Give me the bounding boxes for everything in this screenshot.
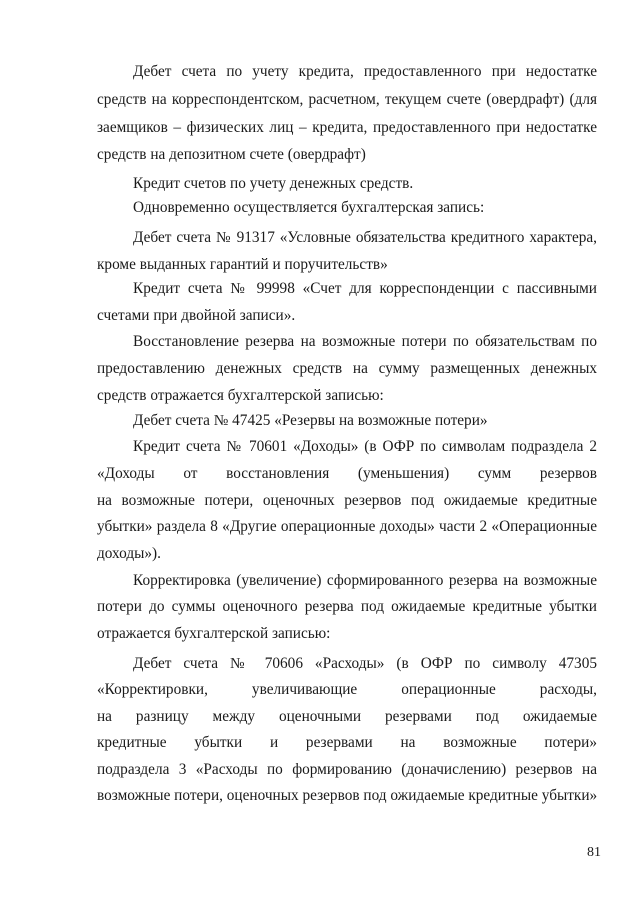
text-line: убытки» раздела 8 «Другие операционные доходы» части 2 «Операционные	[97, 518, 597, 535]
text-line: Кредит счетов по учету денежных средств.	[133, 175, 414, 192]
text-line: подраздела 3 «Расходы по формированию (доначислению) резервов на	[97, 761, 597, 778]
text-line: Корректировка (увеличение) сформированного резерва на возможные	[133, 572, 597, 589]
text-line: «Доходы от восстановления (уменьшения) сумм резервов	[97, 465, 597, 482]
text-line: заемщиков – физических лиц – кредита, предоставленного при недостатке	[97, 119, 597, 136]
text-line: на разницу между оценочными резервами под ожидаемые	[97, 708, 597, 725]
text-line: предоставлению денежных средств на сумму размещенных денежных	[97, 360, 597, 377]
text-line: Одновременно осуществляется бухгалтерская запись:	[133, 199, 485, 216]
text-line: «Корректировки, увеличивающие операционные расходы,	[97, 681, 597, 698]
text-line: кредитные убытки и резервами на возможные потери»	[97, 734, 597, 751]
text-line: Дебет счета по учету кредита, предоставленного при недостатке	[133, 63, 597, 80]
text-line: кроме выданных гарантий и поручительств»	[97, 256, 388, 273]
text-line: средств на депозитном счете (овердрафт)	[97, 146, 366, 163]
text-line: Дебет счета № 70606 «Расходы» (в ОФР по символу 47305	[133, 655, 597, 672]
text-line: Восстановление резерва на возможные потери по обязательствам по	[133, 333, 597, 350]
text-line: потери до суммы оценочного резерва под ожидаемые кредитные убытки	[97, 598, 597, 615]
text-line: средств на корреспондентском, расчетном, текущем счете (овердрафт) (для	[97, 91, 597, 108]
text-line: возможные потери, оценочных резервов под ожидаемые кредитные убытки»	[97, 787, 598, 804]
page-number: 81	[587, 845, 601, 860]
text-line: Кредит счета № 99998 «Счет для корреспонденции с пассивными	[133, 280, 597, 297]
text-line: счетами при двойной записи».	[97, 307, 296, 324]
text-line: Кредит счета № 70601 «Доходы» (в ОФР по символам подраздела 2	[133, 438, 597, 455]
text-line: средств отражается бухгалтерской записью:	[97, 387, 384, 404]
text-line: на возможные потери, оценочных резервов под ожидаемые кредитные	[97, 492, 597, 509]
text-line: доходы»).	[97, 545, 161, 562]
text-line: Дебет счета № 91317 «Условные обязательства кредитного характера,	[133, 229, 597, 246]
text-line: отражается бухгалтерской записью:	[97, 625, 331, 642]
text-line: Дебет счета № 47425 «Резервы на возможные потери»	[133, 412, 488, 429]
